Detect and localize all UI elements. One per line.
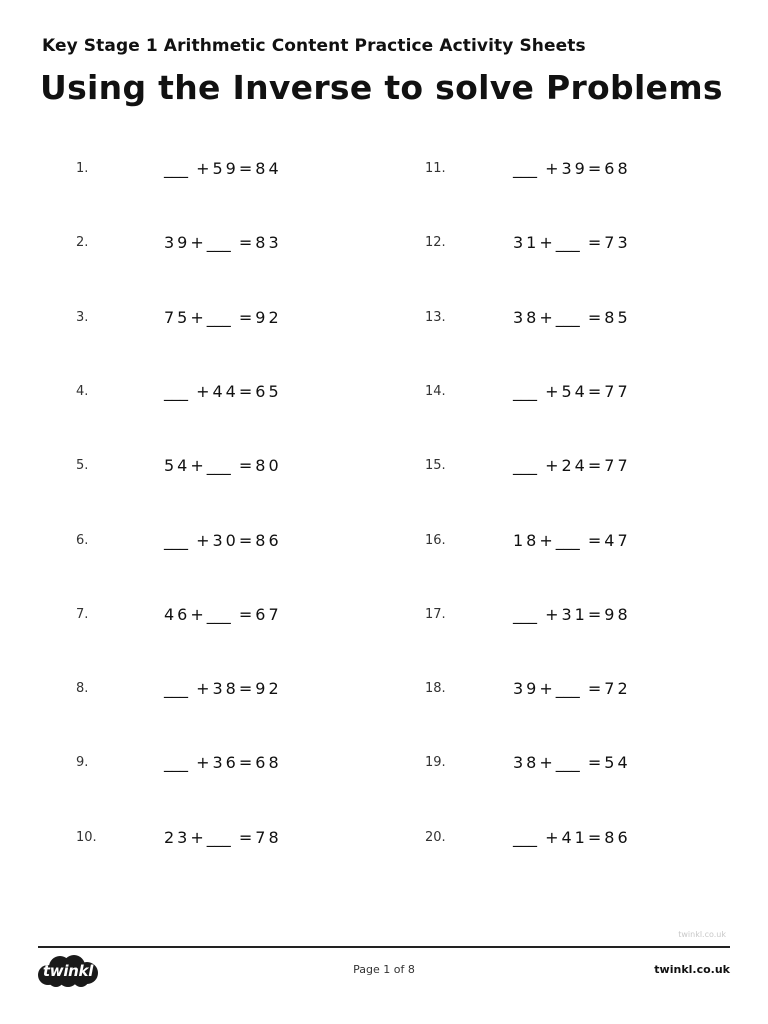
equation-right-part: +44=65 — [196, 382, 282, 401]
equation-right-part: =47 — [587, 531, 631, 550]
equation-left-part: 38+ — [513, 753, 556, 772]
answer-blank[interactable]: ___ — [164, 382, 188, 401]
logo-text: twinkl — [42, 962, 94, 980]
page-subtitle: Key Stage 1 Arithmetic Content Practice Activity Sheets — [42, 36, 586, 56]
equation-right-part: =67 — [238, 605, 282, 624]
answer-blank[interactable]: ___ — [206, 308, 231, 327]
problem-equation — [164, 159, 282, 178]
problem-equation — [513, 382, 631, 401]
problem-equation — [513, 828, 631, 847]
equation-right-part: =54 — [587, 753, 631, 772]
answer-blank[interactable]: ___ — [555, 308, 580, 327]
answer-blank[interactable]: ___ — [206, 828, 231, 847]
problem-equation — [513, 456, 631, 475]
answer-blank[interactable]: ___ — [513, 605, 537, 624]
problem-equation — [513, 531, 631, 550]
equation-right-part: =83 — [238, 233, 282, 252]
equation-left-part: 18+ — [513, 531, 556, 550]
problem-number: 20. — [425, 830, 446, 845]
answer-blank[interactable]: ___ — [206, 605, 231, 624]
answer-blank[interactable]: ___ — [513, 456, 537, 475]
equation-right-part: =78 — [238, 828, 282, 847]
answer-blank[interactable]: ___ — [513, 828, 537, 847]
footer-site-link[interactable]: twinkl.co.uk — [654, 963, 730, 976]
problem-number: 6. — [76, 533, 89, 548]
problem-number: 17. — [425, 607, 446, 622]
answer-blank[interactable]: ___ — [555, 531, 580, 550]
answer-blank[interactable]: ___ — [555, 753, 580, 772]
equation-right-part: +39=68 — [545, 159, 631, 178]
problem-equation — [164, 828, 282, 847]
equation-left-part: 39+ — [513, 679, 556, 698]
problem-number: 13. — [425, 310, 446, 325]
equation-right-part: +54=77 — [545, 382, 631, 401]
problem-equation — [164, 456, 282, 475]
answer-blank[interactable]: ___ — [513, 159, 537, 178]
equation-right-part: =85 — [587, 308, 631, 327]
equation-right-part: =80 — [238, 456, 282, 475]
answer-blank[interactable]: ___ — [513, 382, 537, 401]
answer-blank[interactable]: ___ — [164, 679, 188, 698]
problem-number: 2. — [76, 235, 89, 250]
equation-right-part: +30=86 — [196, 531, 282, 550]
problem-equation — [164, 531, 282, 550]
problem-number: 18. — [425, 681, 446, 696]
answer-blank[interactable]: ___ — [206, 233, 231, 252]
answer-blank[interactable]: ___ — [555, 233, 580, 252]
problem-number: 7. — [76, 607, 89, 622]
footer-divider — [38, 946, 730, 948]
equation-left-part: 31+ — [513, 233, 556, 252]
equation-right-part: +59=84 — [196, 159, 282, 178]
equation-right-part: +36=68 — [196, 753, 282, 772]
equation-right-part: +41=86 — [545, 828, 631, 847]
problem-equation — [164, 679, 282, 698]
problem-number: 10. — [76, 830, 97, 845]
problem-number: 14. — [425, 384, 446, 399]
problem-equation — [164, 753, 282, 772]
problem-equation — [164, 308, 282, 327]
problem-number: 16. — [425, 533, 446, 548]
page-number: Page 1 of 8 — [353, 963, 415, 976]
problem-number: 5. — [76, 458, 89, 473]
problem-number: 9. — [76, 755, 89, 770]
problem-equation — [164, 382, 282, 401]
watermark: twinkl.co.uk — [678, 930, 726, 939]
equation-right-part: =72 — [587, 679, 631, 698]
problem-number: 15. — [425, 458, 446, 473]
problem-equation — [513, 233, 631, 252]
problem-number: 3. — [76, 310, 89, 325]
page-title: Using the Inverse to solve Problems — [40, 68, 723, 107]
answer-blank[interactable]: ___ — [164, 753, 188, 772]
answer-blank[interactable]: ___ — [206, 456, 231, 475]
equation-left-part: 38+ — [513, 308, 556, 327]
problem-equation — [513, 679, 631, 698]
problem-number: 19. — [425, 755, 446, 770]
problem-equation — [513, 753, 631, 772]
problem-number: 8. — [76, 681, 89, 696]
problem-number: 12. — [425, 235, 446, 250]
equation-left-part: 46+ — [164, 605, 207, 624]
problem-number: 4. — [76, 384, 89, 399]
problem-number: 11. — [425, 161, 446, 176]
answer-blank[interactable]: ___ — [164, 531, 188, 550]
problem-equation — [164, 233, 282, 252]
equation-right-part: =73 — [587, 233, 631, 252]
equation-right-part: +38=92 — [196, 679, 282, 698]
answer-blank[interactable]: ___ — [555, 679, 580, 698]
equation-left-part: 54+ — [164, 456, 207, 475]
problem-equation — [164, 605, 282, 624]
equation-right-part: +31=98 — [545, 605, 631, 624]
equation-left-part: 75+ — [164, 308, 207, 327]
problem-number: 1. — [76, 161, 89, 176]
equation-left-part: 23+ — [164, 828, 207, 847]
equation-right-part: =92 — [238, 308, 282, 327]
problem-equation — [513, 159, 631, 178]
answer-blank[interactable]: ___ — [164, 159, 188, 178]
problem-equation — [513, 605, 631, 624]
equation-left-part: 39+ — [164, 233, 207, 252]
equation-right-part: +24=77 — [545, 456, 631, 475]
problem-equation — [513, 308, 631, 327]
